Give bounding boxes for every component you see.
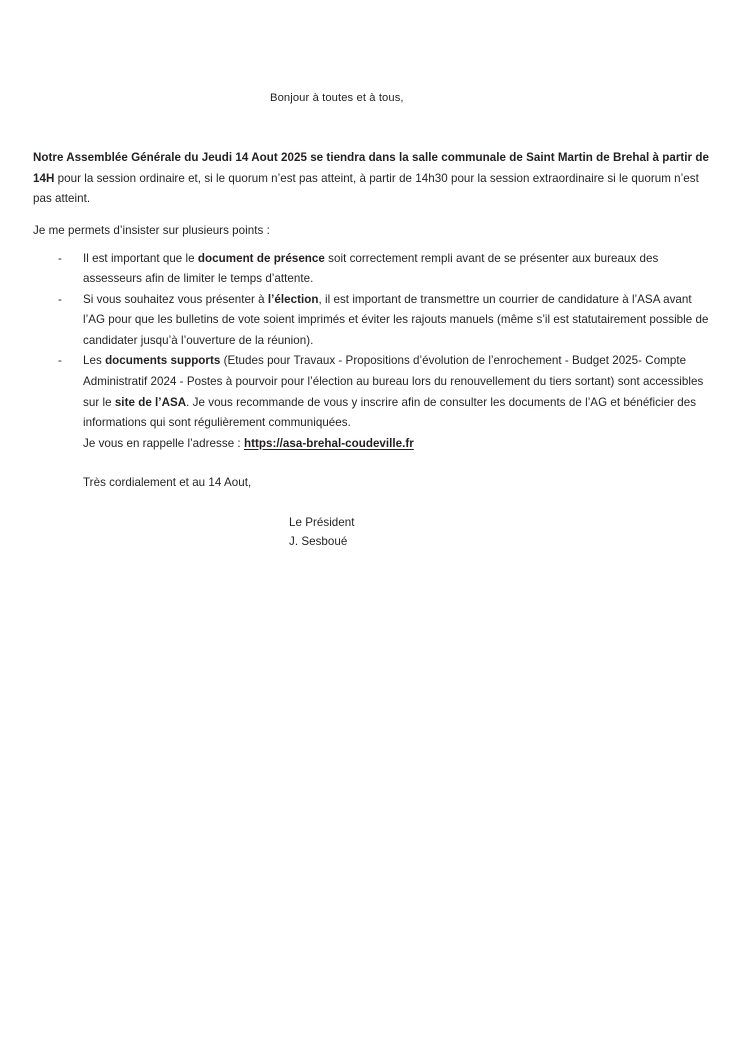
bullet-bold-1: documents supports — [105, 354, 221, 368]
signature-title: Le Président — [289, 516, 355, 530]
lead-in-line: Je me permets d’insister sur plusieurs points : — [33, 223, 270, 237]
bullet-dash-icon: - — [58, 251, 62, 265]
bullet-text-1: Si vous souhaitez vous présenter à — [83, 292, 268, 306]
bullet-text-1: Les — [83, 354, 106, 368]
closing-line: Très cordialement et au 14 Aout, — [83, 476, 252, 490]
list-item — [33, 351, 711, 454]
signature-block — [33, 493, 711, 551]
asa-website-link[interactable]: https://asa-brehal-coudeville.fr — [243, 436, 414, 450]
list-item — [33, 249, 711, 290]
bullet-text-2: soit correctement rempli avant de se présenter aux bureaux des assesseurs afin de limiter le temps d’attente. — [83, 251, 659, 286]
bullet-bold-1: document de présence — [197, 251, 325, 265]
intro-regular-text: pour la session ordinaire et, si le quorum n’est pas atteint, à partir de 14h30 pour la session extraordinaire si le quorum n’est pas atteint. — [33, 171, 699, 205]
signature-name: J. Sesboué — [289, 535, 348, 549]
bullet-text-1: Il est important que le — [83, 251, 198, 265]
url-prefix-text: Je vous en rappelle l’adresse : — [83, 436, 244, 450]
bullet-dash-icon: - — [58, 292, 62, 306]
bullet-text-3: . Je vous recommande de vous y inscrire afin de consulter les documents de l’AG et bénéficier des informations qui sont régulièrement communiquées. — [83, 395, 697, 430]
bullet-bold-1: l’élection — [267, 292, 319, 306]
bullet-text-2: (Etudes pour Travaux - Propositions d’évolution de l’enrochement - Budget 2025- Compte Administratif 2024 - Postes à pourvoir pour l’élection au bureau lors du renouvellement du tiers sortant) sont accessibles sur le — [83, 354, 704, 409]
intro-paragraph — [33, 107, 711, 210]
bullet-text-2: , il est important de transmettre un courrier de candidature à l’ASA avant l’AG pour que les bulletins de vote soient imprimés et éviter les rajouts manuels (même s’il est statutairement possible de candidater jusqu’à l’ouverture de la réunion). — [83, 292, 709, 347]
letter-body — [33, 0, 711, 551]
bullet-bold-2: site de l’ASA — [114, 395, 187, 409]
bullet-dash-icon: - — [58, 354, 62, 368]
greeting-line: Bonjour à toutes et à tous, — [270, 92, 404, 104]
website-address-line — [83, 434, 711, 455]
intro-bold-text: Notre Assemblée Générale du Jeudi 14 Aout 2025 se tiendra dans la salle communale de Saint Martin de Brehal à partir de 14H — [33, 151, 709, 185]
bullet-list — [33, 240, 711, 455]
list-item — [33, 290, 711, 352]
